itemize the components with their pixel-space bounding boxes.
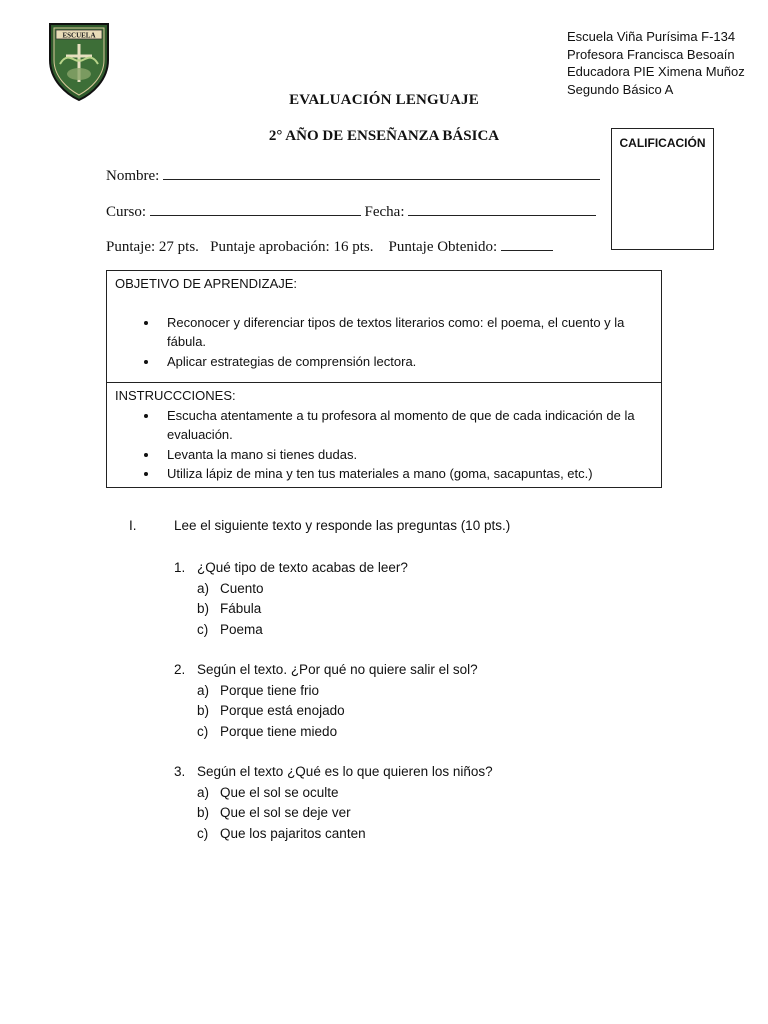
question-2 bbox=[174, 660, 478, 742]
course-name: Segundo Básico A bbox=[567, 81, 674, 97]
option-letter: b) bbox=[197, 601, 210, 616]
name-field[interactable] bbox=[163, 165, 600, 180]
answer-option[interactable] bbox=[174, 722, 478, 743]
educator-name: Educadora PIE Ximena Muñoz bbox=[567, 64, 745, 79]
option-letter: a) bbox=[197, 682, 210, 698]
date-label: Fecha: bbox=[364, 204, 405, 220]
course-label: Curso: bbox=[106, 204, 147, 220]
obtained-score-label: Puntaje Obtenido: bbox=[388, 239, 498, 255]
option-text: Porque tiene miedo bbox=[220, 723, 338, 739]
option-letter: c) bbox=[197, 723, 209, 739]
section-text: Lee el siguiente texto y responde las preguntas (10 pts.) bbox=[174, 518, 511, 533]
obtained-score-field[interactable] bbox=[501, 236, 553, 251]
option-text: Poema bbox=[220, 621, 263, 637]
option-letter: b) bbox=[197, 703, 210, 718]
answer-option[interactable] bbox=[174, 701, 478, 722]
instruction-item: • Escucha atentamente a tu profesora al momento de que de cada indicación de la evaluación. bbox=[159, 406, 653, 445]
option-text: Porque está enojado bbox=[220, 703, 345, 718]
option-text: Fábula bbox=[220, 601, 262, 616]
question-text: ¿Qué tipo de texto acabas de leer? bbox=[197, 560, 408, 575]
answer-option[interactable] bbox=[174, 803, 493, 824]
option-letter: c) bbox=[197, 825, 209, 841]
objectives-instructions-box bbox=[106, 270, 662, 488]
name-row bbox=[106, 165, 600, 185]
option-letter: a) bbox=[197, 784, 210, 800]
answer-option[interactable] bbox=[174, 824, 493, 845]
question-text: Según el texto. ¿Por qué no quiere salir el sol? bbox=[197, 662, 478, 677]
instruction-item: • Utiliza lápiz de mina y ten tus materiales a mano (goma, sacapuntas, etc.) bbox=[159, 464, 653, 484]
question-1 bbox=[174, 558, 408, 640]
course-field[interactable] bbox=[150, 201, 361, 216]
school-name: Escuela Viña Purísima F-134 bbox=[567, 29, 736, 44]
question-number: 1. bbox=[174, 560, 186, 575]
page-title: EVALUACIÓN LENGUAJE bbox=[289, 92, 479, 108]
instructions-heading: INSTRUCCCIONES: bbox=[115, 388, 236, 403]
instructions-section bbox=[107, 382, 661, 487]
option-text: Que el sol se oculte bbox=[220, 784, 339, 800]
objective-item: • Aplicar estrategias de comprensión lectora. bbox=[159, 352, 653, 372]
course-date-row bbox=[106, 201, 596, 221]
answer-option[interactable] bbox=[174, 620, 408, 641]
objectives-section bbox=[107, 271, 661, 382]
option-text: Que el sol se deje ver bbox=[220, 805, 351, 820]
date-field[interactable] bbox=[408, 201, 596, 216]
option-letter: c) bbox=[197, 621, 209, 637]
option-text: Porque tiene frio bbox=[220, 682, 320, 698]
school-info bbox=[567, 28, 745, 98]
score-row bbox=[106, 236, 553, 256]
section-number: I. bbox=[129, 518, 137, 533]
question-number: 2. bbox=[174, 662, 186, 677]
grade-label: CALIFICACIÓN bbox=[619, 136, 706, 150]
answer-option[interactable] bbox=[174, 783, 493, 804]
total-score-label: Puntaje: 27 pts. bbox=[106, 239, 199, 255]
teacher-name: Profesora Francisca Besoaín bbox=[567, 46, 735, 62]
option-text: Cuento bbox=[220, 580, 264, 596]
option-letter: b) bbox=[197, 805, 210, 820]
passing-score-label: Puntaje aprobación: 16 pts. bbox=[210, 239, 374, 255]
section-heading bbox=[129, 518, 510, 533]
option-text: Que los pajaritos canten bbox=[220, 825, 366, 841]
answer-option[interactable] bbox=[174, 579, 408, 600]
objectives-heading: OBJETIVO DE APRENDIZAJE: bbox=[115, 276, 298, 291]
question-number: 3. bbox=[174, 764, 186, 779]
answer-option[interactable] bbox=[174, 599, 408, 620]
svg-text:ESCUELA: ESCUELA bbox=[62, 31, 96, 40]
grade-box bbox=[611, 128, 714, 250]
answer-option[interactable] bbox=[174, 681, 478, 702]
option-letter: a) bbox=[197, 580, 210, 596]
instruction-item: • Levanta la mano si tienes dudas. bbox=[159, 445, 653, 465]
school-crest-logo bbox=[46, 20, 112, 102]
question-text: Según el texto ¿Qué es lo que quieren los niños? bbox=[197, 764, 493, 779]
objective-item: • Reconocer y diferenciar tipos de textos literarios como: el poema, el cuento y la fábula. bbox=[159, 313, 653, 352]
question-3 bbox=[174, 762, 493, 844]
name-label: Nombre: bbox=[106, 168, 160, 184]
page-subtitle: 2° AÑO DE ENSEÑANZA BÁSICA bbox=[268, 128, 500, 144]
